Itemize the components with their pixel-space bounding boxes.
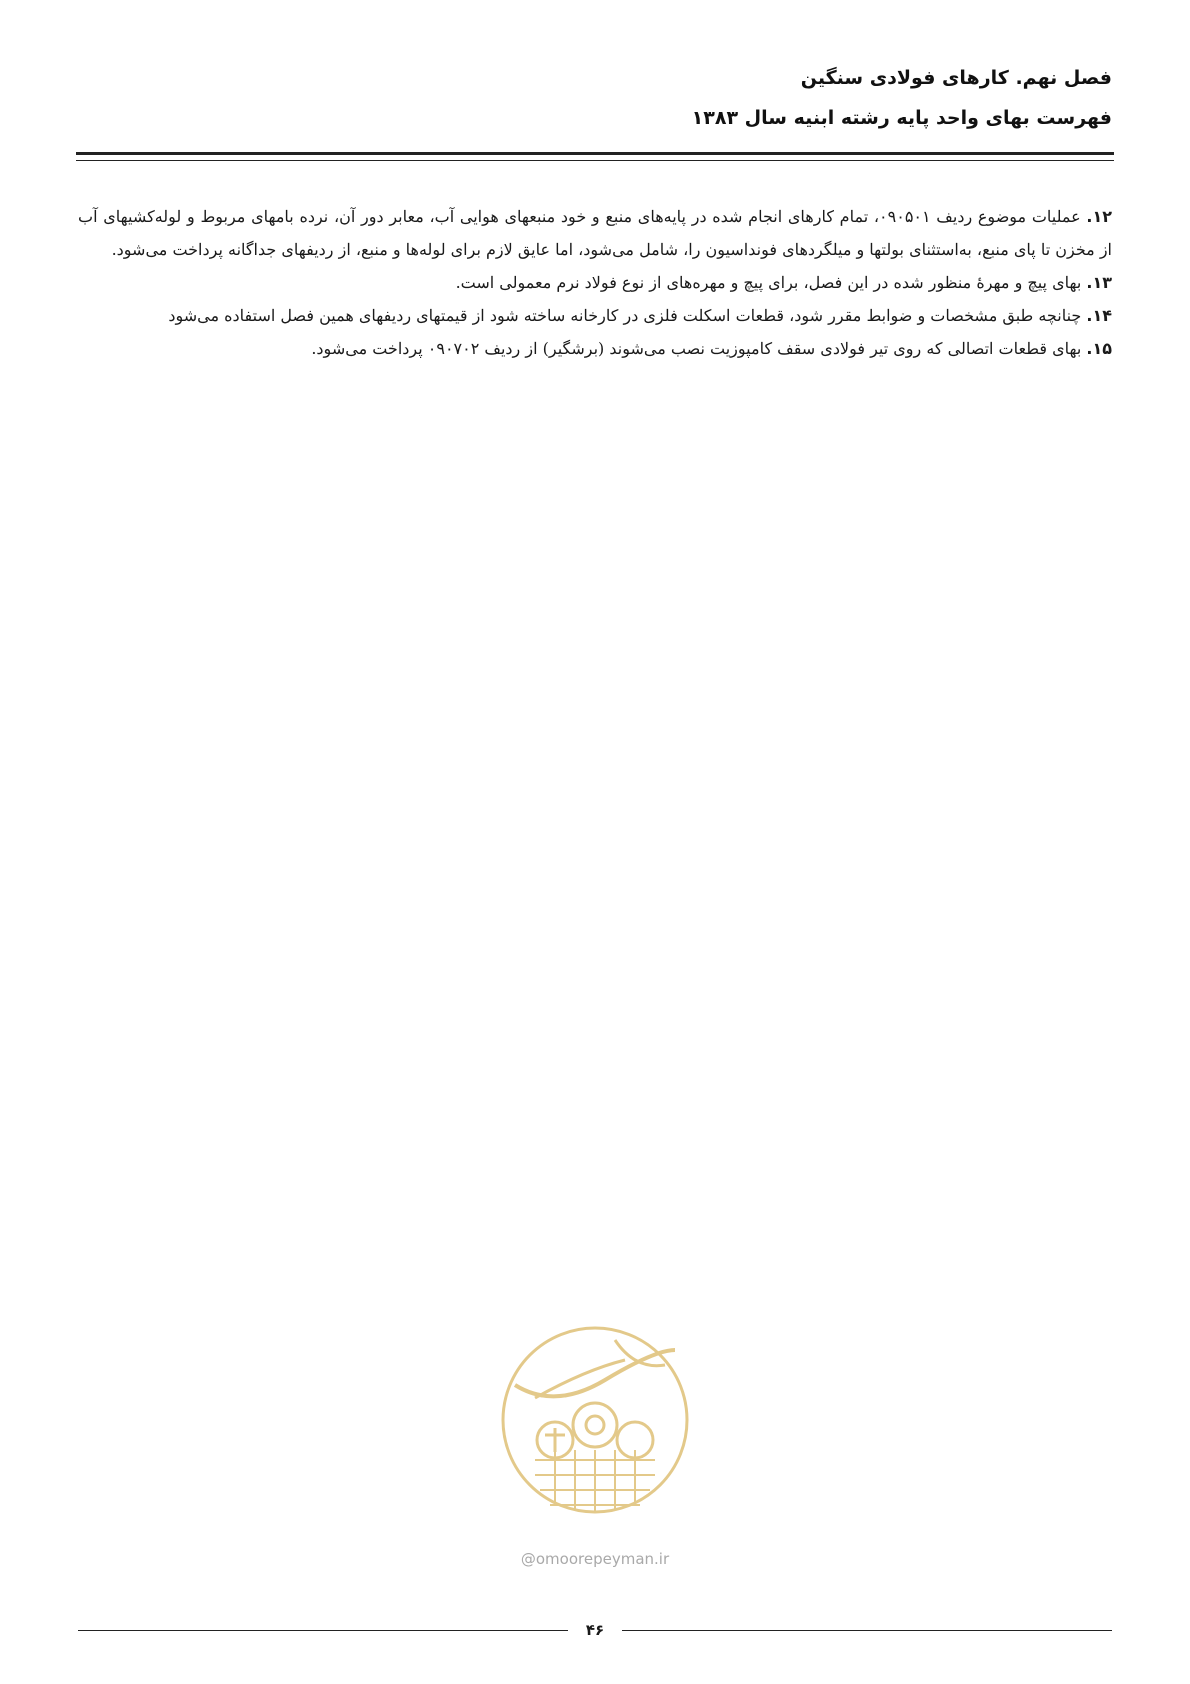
footer-rule-left (78, 1630, 568, 1631)
watermark-logo (495, 1310, 695, 1560)
page-number: ۴۶ (585, 1621, 605, 1639)
chapter-title: فصل نهم. کارهای فولادی سنگین (800, 67, 1112, 89)
paragraph-13 (78, 266, 1112, 299)
header-divider (76, 152, 1114, 161)
paragraph-12 (78, 200, 1112, 266)
page-header (78, 58, 1112, 138)
logo-caption: @omoorepeyman.ir (520, 1550, 670, 1568)
paragraph-text: بهای قطعات اتصالی که روی تیر فولادی سقف کامپوزیت نصب می‌شوند (برشگیر) از ردیف ۰۹۰۷۰۲ پرداخت می‌شود. (311, 339, 1082, 358)
paragraph-number: ۱۴. (1086, 306, 1112, 325)
paragraph-text: چنانچه طبق مشخصات و ضوابط مقرر شود، قطعات اسکلت فلزی در کارخانه ساخته شود از قیمتهای ردیفهای همین فصل استفاده می‌شود (168, 306, 1082, 325)
paragraph-15 (78, 332, 1112, 365)
paragraph-number: ۱۳. (1086, 273, 1112, 292)
paragraph-number: ۱۲. (1086, 207, 1113, 226)
body-text (78, 200, 1112, 365)
document-title: فهرست بهای واحد پایه رشته ابنیه سال ۱۳۸۳ (691, 107, 1112, 129)
paragraph-text: بهای پیچ و مهرهٔ منظور شده در این فصل، برای پیچ و مهره‌های از نوع فولاد نرم معمولی است. (455, 273, 1082, 292)
paragraph-text: عملیات موضوع ردیف ۰۹۰۵۰۱، تمام کارهای انجام شده در پایه‌های منبع و خود منبعهای هوایی آب، معابر دور آن، نرده بامهای مربوط و لوله‌کشیهای آب از مخزن تا پای منبع، به‌استثنای بولتها و میلگردهای فونداسیون را، شامل می‌شود، اما عایق لازم برای لوله‌ها و منبع، از ردیفهای جداگانه پرداخت می‌شود. (78, 207, 1112, 259)
logo-seal-icon (495, 1310, 695, 1560)
page-footer (78, 1617, 1112, 1647)
paragraph-14 (78, 299, 1112, 332)
paragraph-number: ۱۵. (1086, 339, 1112, 358)
